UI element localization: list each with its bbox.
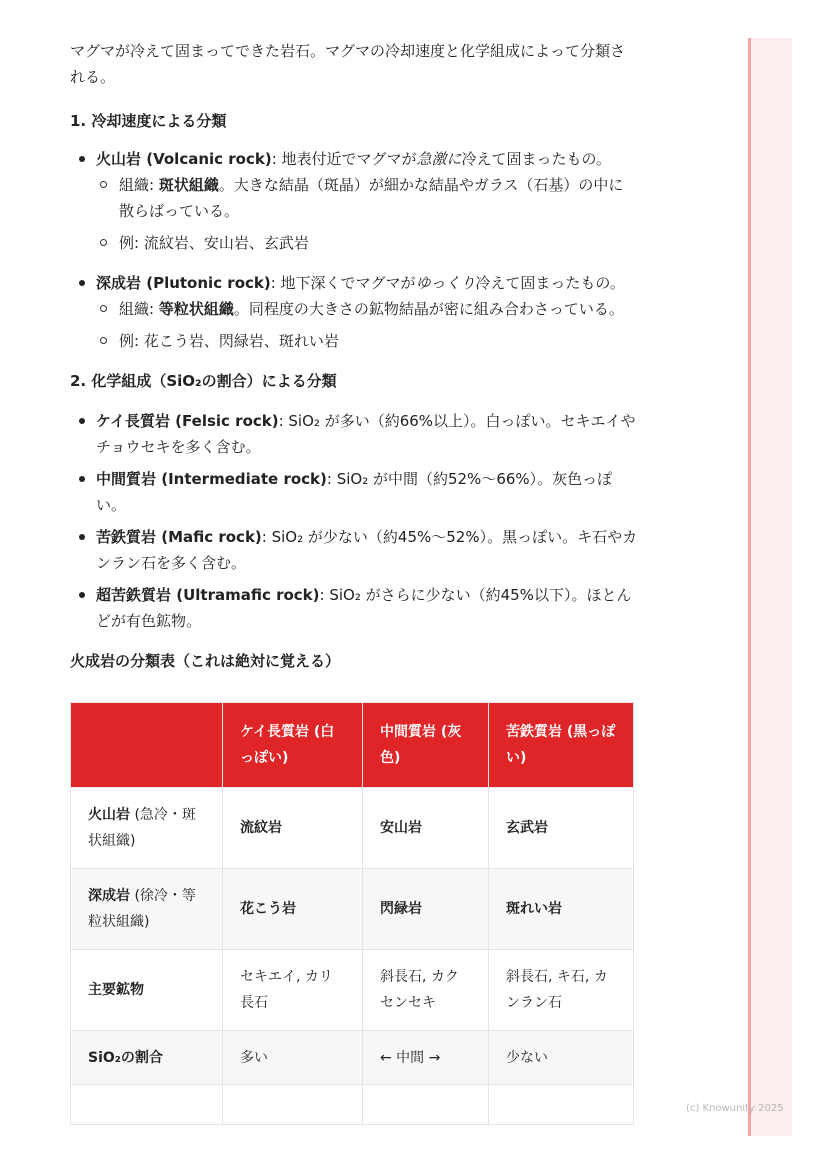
table-cell-empty — [223, 1085, 363, 1125]
table-header-row — [71, 703, 634, 788]
list-item-ultramafic — [70, 582, 638, 634]
table-row — [71, 950, 634, 1031]
table-cell: ← 中間 → — [363, 1031, 489, 1085]
table-row — [71, 869, 634, 950]
texture-name: 等粒状組織 — [158, 300, 234, 318]
table-cell: 花こう岩 — [223, 869, 363, 950]
desc-part: 冷えて固まったもの。 — [475, 274, 625, 292]
section1-heading: 1. 冷却速度による分類 — [70, 112, 227, 130]
document-content — [70, 38, 638, 1125]
term-ultramafic: 超苦鉄質岩 (Ultramafic rock) — [96, 586, 320, 604]
row-header: SiO₂の割合 — [88, 1049, 163, 1066]
margin-band — [748, 38, 792, 1136]
classification-table-wrap — [70, 702, 638, 1125]
table-row — [71, 1031, 634, 1085]
row-header-cell — [71, 950, 223, 1031]
row-header: 深成岩 — [88, 888, 130, 904]
texture-name: 斑状組織 — [158, 176, 219, 194]
table-cell-empty — [71, 1085, 223, 1125]
cooling-rate-list — [70, 146, 638, 354]
desc-intermediate: : SiO₂ が中間（約52%〜66%）。灰色っぽい。 — [96, 470, 613, 514]
list-item-felsic — [70, 408, 638, 460]
table-cell: セキエイ, カリ長石 — [223, 950, 363, 1031]
table-cell: 斜長石, カクセンセキ — [363, 950, 489, 1031]
example-item: 例: 流紋岩、安山岩、玄武岩 — [96, 230, 638, 256]
term-mafic: 苦鉄質岩 (Mafic rock) — [96, 528, 262, 546]
desc-mafic: : SiO₂ が少ない（約45%〜52%）。黒っぽい。キ石やカンラン石を多く含む。 — [96, 528, 638, 572]
desc-felsic: : SiO₂ が多い（約66%以上）。白っぽい。セキエイやチョウセキを多く含む。 — [96, 412, 636, 456]
table-header-cell: 苦鉄質岩 (黒っぽい) — [489, 703, 634, 788]
margin-line — [748, 38, 751, 1136]
texture-label: 組織: — [119, 176, 159, 194]
desc-part: 冷えて固まったもの。 — [461, 150, 611, 168]
table-cell: 斑れい岩 — [489, 869, 634, 950]
texture-item — [96, 172, 638, 224]
texture-desc: 。大きな結晶（斑晶）が細かな結晶やガラス（石基）の中に散らばっている。 — [119, 176, 624, 220]
list-item-plutonic — [70, 270, 638, 354]
emphasis-text: ゆっくり — [415, 274, 476, 292]
table-header-cell — [71, 703, 223, 788]
table-header-cell: ケイ長質岩 (白っぽい) — [223, 703, 363, 788]
table-cell: 多い — [223, 1031, 363, 1085]
list-item-mafic — [70, 524, 638, 576]
table-heading: 火成岩の分類表（これは絶対に覚える） — [70, 652, 341, 670]
row-header: 主要鉱物 — [88, 982, 144, 998]
table-cell-empty — [489, 1085, 634, 1125]
volcanic-sublist — [96, 172, 638, 256]
term-intermediate: 中間質岩 (Intermediate rock) — [96, 470, 327, 488]
table-cell-empty — [363, 1085, 489, 1125]
texture-item — [96, 296, 638, 322]
table-cell: 流紋岩 — [223, 788, 363, 869]
desc-part: : 地下深くでマグマが — [270, 274, 416, 292]
classification-table — [70, 702, 634, 1125]
texture-label: 組織: — [119, 300, 159, 318]
table-row-partial — [71, 1085, 634, 1125]
table-cell: 斜長石, キ石, カンラン石 — [489, 950, 634, 1031]
row-header-sub: (徐冷・等粒状組織) — [88, 888, 196, 930]
term-volcanic: 火山岩 (Volcanic rock) — [96, 150, 272, 168]
table-cell: 少ない — [489, 1031, 634, 1085]
desc-ultramafic: : SiO₂ がさらに少ない（約45%以下）。ほとんどが有色鉱物。 — [96, 586, 632, 630]
section2-heading: 2. 化学組成（SiO₂の割合）による分類 — [70, 372, 337, 390]
example-item: 例: 花こう岩、閃緑岩、斑れい岩 — [96, 328, 638, 354]
composition-list — [70, 408, 638, 634]
term-felsic: ケイ長質岩 (Felsic rock) — [96, 412, 279, 430]
list-item-volcanic — [70, 146, 638, 256]
row-header-cell — [71, 869, 223, 950]
term-plutonic: 深成岩 (Plutonic rock) — [96, 274, 271, 292]
copyright-footer: (c) Knowunity 2025 — [686, 1103, 784, 1114]
emphasis-text: 急激に — [416, 150, 462, 168]
row-header-cell — [71, 1031, 223, 1085]
table-cell: 閃緑岩 — [363, 869, 489, 950]
list-item-intermediate — [70, 466, 638, 518]
intro-paragraph: マグマが冷えて固まってできた岩石。マグマの冷却速度と化学組成によって分類される。 — [70, 42, 626, 86]
row-header: 火山岩 — [88, 807, 130, 823]
table-header-cell: 中間質岩 (灰色) — [363, 703, 489, 788]
row-header-cell — [71, 788, 223, 869]
plutonic-sublist — [96, 296, 638, 354]
table-row — [71, 788, 634, 869]
texture-desc: 。同程度の大きさの鉱物結晶が密に組み合わさっている。 — [233, 300, 624, 318]
row-header-sub: (急冷・斑状組織) — [88, 807, 196, 849]
desc-part: : 地表付近でマグマが — [271, 150, 417, 168]
table-cell: 安山岩 — [363, 788, 489, 869]
table-cell: 玄武岩 — [489, 788, 634, 869]
